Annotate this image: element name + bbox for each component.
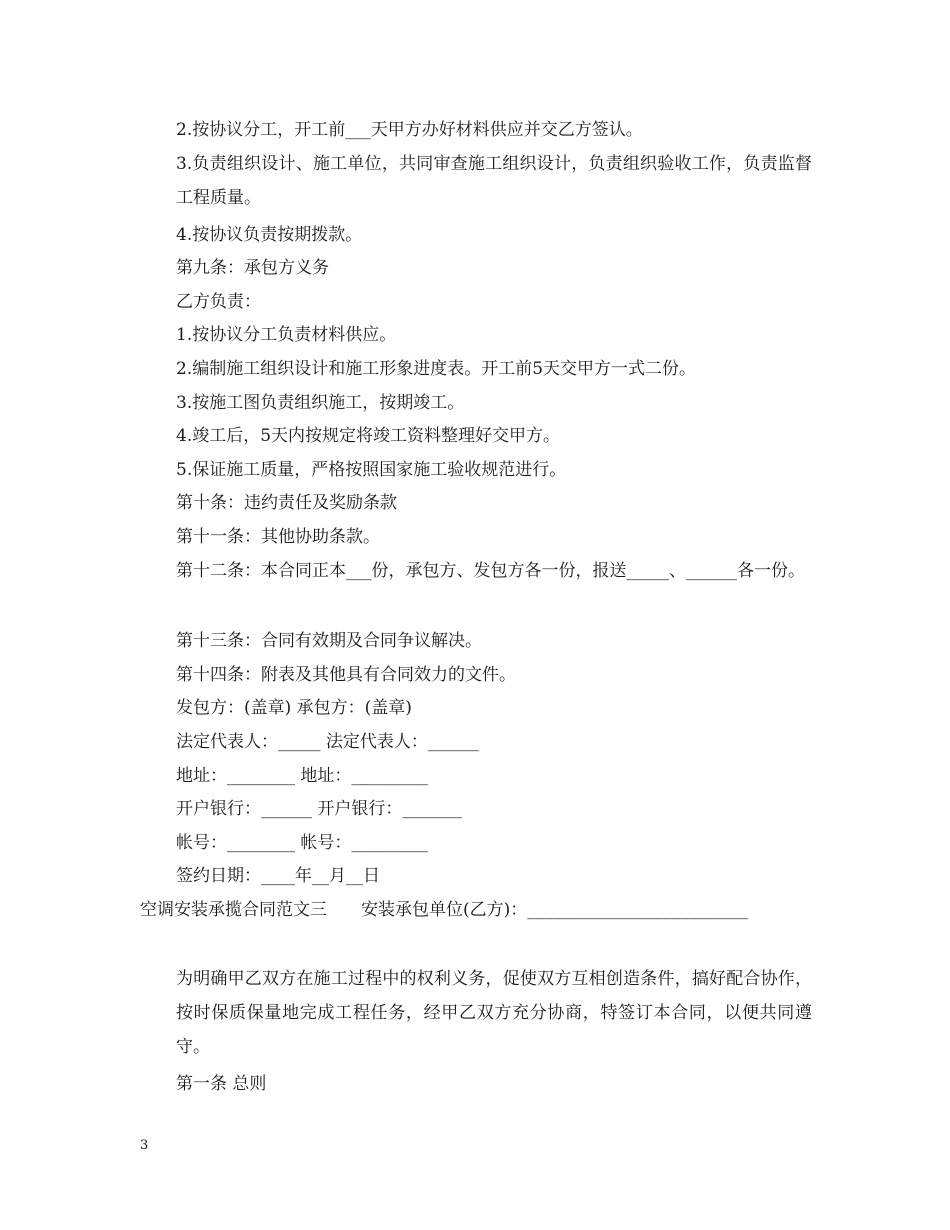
section-heading: 第十四条：附表及其他具有合同效力的文件。 bbox=[176, 665, 516, 685]
signature-line: 地址：________ 地址：_________ bbox=[176, 766, 428, 786]
paragraph-line: 第十二条：本合同正本___份，承包方、发包方各一份，报送_____、______各一份。 bbox=[176, 561, 805, 581]
paragraph-line: 5.保证施工质量，严格按照国家施工验收规范进行。 bbox=[176, 460, 567, 480]
paragraph-line: 3.按施工图负责组织施工，按期竣工。 bbox=[176, 393, 465, 413]
paragraph-line: 4.竣工后，5天内按规定将竣工资料整理好交甲方。 bbox=[176, 426, 561, 446]
paragraph-line: 为明确甲乙双方在施工过程中的权利义务，促使双方互相创造条件，搞好配合协作，按时保质保量地完成工程任务，经甲乙双方充分协商，特签订本合同，以便共同遵守。 bbox=[176, 969, 812, 1057]
document-title-line: 空调安装承揽合同范文三 安装承包单位(乙方)：__________________________ bbox=[140, 900, 749, 920]
paragraph-line: 4.按协议负责按期拨款。 bbox=[176, 225, 363, 245]
signature-line: 签约日期：____年__月__日 bbox=[176, 866, 380, 886]
signature-line: 法定代表人：_____ 法定代表人：______ bbox=[176, 732, 479, 752]
paragraph-line: 乙方负责： bbox=[176, 292, 261, 312]
signature-line: 帐号：________ 帐号：_________ bbox=[176, 833, 428, 853]
paragraph-line: 1.按协议分工负责材料供应。 bbox=[176, 325, 397, 345]
signature-line: 开户银行：______ 开户银行：_______ bbox=[176, 799, 462, 819]
section-heading: 第九条：承包方义务 bbox=[176, 258, 329, 278]
section-heading: 第十三条：合同有效期及合同争议解决。 bbox=[176, 631, 482, 651]
section-heading: 第一条 总则 bbox=[176, 1074, 267, 1094]
page-number: 3 bbox=[140, 1138, 149, 1153]
signature-line: 发包方：(盖章) 承包方：(盖章) bbox=[176, 698, 412, 718]
paragraph-line: 2.编制施工组织设计和施工形象进度表。开工前5天交甲方一式二份。 bbox=[176, 359, 697, 379]
section-heading: 第十条：违约责任及奖励条款 bbox=[176, 493, 397, 513]
paragraph-line: 3.负责组织设计、施工单位，共同审查施工组织设计，负责组织验收工作，负责监督工程质量。 bbox=[176, 154, 812, 208]
paragraph-line: 2.按协议分工，开工前___天甲方办好材料供应并交乙方签认。 bbox=[176, 120, 643, 140]
section-heading: 第十一条：其他协助条款。 bbox=[176, 527, 380, 547]
